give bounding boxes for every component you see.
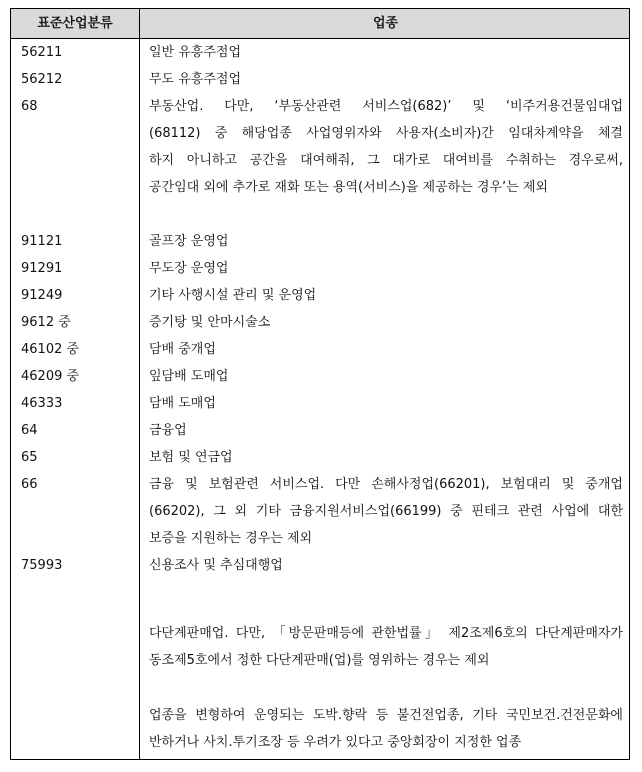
row-desc	[149, 417, 623, 444]
desc-line: 금융업	[149, 423, 187, 438]
desc-line: 금융 및 보험관련 서비스업. 다만 손해사정업(66201), 보험대리 및 중개업	[149, 477, 623, 492]
desc-line: 보험 및 연금업	[149, 450, 233, 465]
desc-line: 보증을 지원하는 경우는 제외	[149, 531, 313, 546]
desc-line: 하지 아니하고 공간을 대여해줘, 그 대가로 대여비를 수취하는 경우로써,	[149, 153, 623, 168]
desc-line: (68112) 중 해당업종 사업영위자와 사용자(소비자)간 임대차계약을 체결	[149, 126, 623, 141]
header-code: 표준산업분류	[37, 16, 113, 31]
desc-line: 무도장 운영업	[149, 261, 229, 276]
desc-line: 업종을 변형하여 운영되는 도박.향락 등 불건전업종, 기타 국민보건.건전문화에	[149, 708, 623, 723]
row-code: 64	[21, 423, 38, 438]
row-code: 65	[21, 450, 38, 465]
row-code: 68	[21, 99, 38, 114]
desc-line: 담배 도매업	[149, 396, 216, 411]
desc-line: 동조제5호에서 정한 다단계판매(업)를 영위하는 경우는 제외	[149, 653, 490, 668]
desc-line: 담배 중개업	[149, 342, 216, 357]
row-code: 46209 중	[21, 369, 80, 384]
row-code: 46333	[21, 396, 63, 411]
desc-line: 공간임대 외에 추가로 재화 또는 용역(서비스)을 제공하는 경우’는 제외	[149, 180, 548, 195]
desc-line: 골프장 운영업	[149, 234, 229, 249]
row-desc	[149, 336, 623, 363]
row-code: 56211	[21, 45, 63, 60]
row-desc	[149, 39, 623, 66]
desc-line: 다단계판매업. 다만, 「방문판매등에 관한법률」 제2조제6호의 다단계판매자가	[149, 626, 623, 641]
row-desc	[149, 309, 623, 336]
row-code: 9612 중	[21, 315, 71, 330]
desc-line: 일반 유흥주점업	[149, 45, 242, 60]
desc-line: 증기탕 및 안마시술소	[149, 315, 271, 330]
industry-table	[10, 8, 630, 760]
row-desc	[149, 702, 623, 756]
row-code: 56212	[21, 72, 63, 87]
row-desc	[149, 282, 623, 309]
row-desc	[149, 93, 623, 201]
row-desc	[149, 363, 623, 390]
desc-line: 무도 유흥주점업	[149, 72, 242, 87]
row-desc	[149, 390, 623, 417]
row-desc	[149, 471, 623, 552]
header-name: 업종	[372, 16, 399, 31]
desc-line: 신용조사 및 추심대행업	[149, 558, 283, 573]
desc-line: 부동산업. 다만, ‘부동산관련 서비스업(682)’ 및 ‘비주거용건물임대업	[149, 99, 623, 114]
desc-line: (66202), 그 외 기타 금융지원서비스업(66199) 중 핀테크 관련 사업에 대한	[149, 504, 623, 519]
row-code: 91249	[21, 288, 63, 303]
row-desc	[149, 620, 623, 674]
row-desc	[149, 444, 623, 471]
row-desc	[149, 255, 623, 282]
desc-line: 반하거나 사치.투기조장 등 우려가 있다고 중앙회장이 지정한 업종	[149, 735, 522, 750]
desc-line: 기타 사행시설 관리 및 운영업	[149, 288, 317, 303]
column-divider	[139, 9, 140, 759]
row-desc	[149, 552, 623, 579]
row-code: 66	[21, 477, 38, 492]
row-code: 91291	[21, 261, 63, 276]
table-header	[11, 9, 629, 39]
row-desc	[149, 66, 623, 93]
row-desc	[149, 228, 623, 255]
row-code: 46102 중	[21, 342, 80, 357]
row-code: 75993	[21, 558, 63, 573]
desc-line: 잎담배 도매업	[149, 369, 229, 384]
row-code: 91121	[21, 234, 63, 249]
